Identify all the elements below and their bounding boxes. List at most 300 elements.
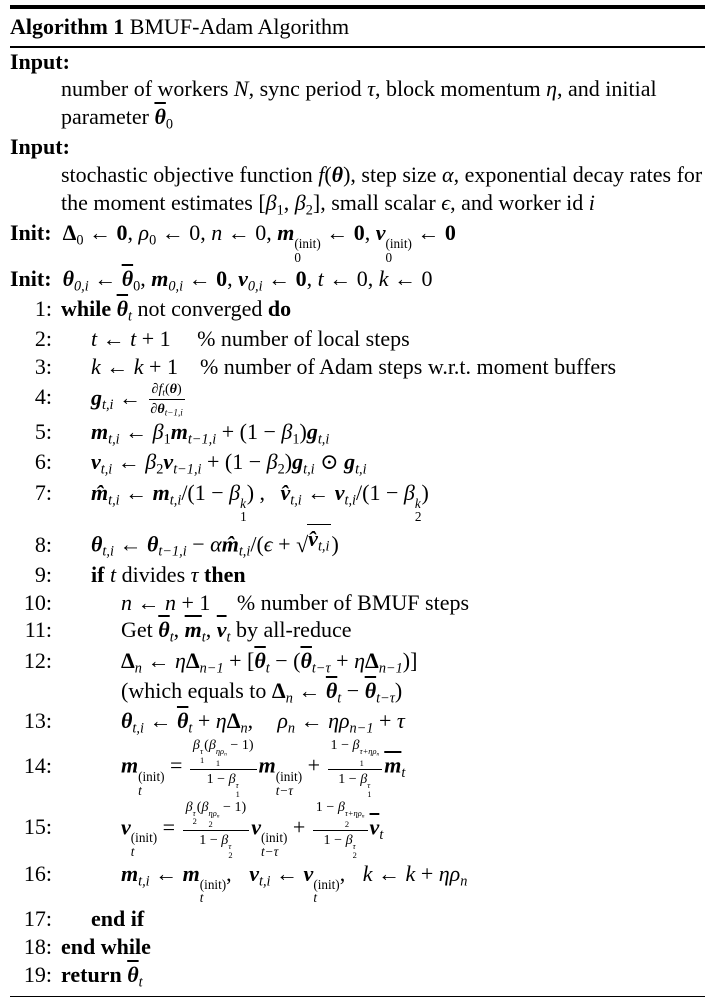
denominator — [199, 831, 232, 860]
math-var: η — [174, 647, 186, 673]
algorithm-line — [10, 933, 705, 961]
text: + — [302, 752, 326, 778]
math-var: β — [360, 770, 368, 787]
algorithm-name: BMUF-Adam Algorithm — [124, 14, 350, 39]
line-content — [61, 589, 705, 617]
math-vector: g — [91, 384, 102, 410]
subscript — [286, 690, 293, 706]
math-var: t,i — [259, 872, 271, 889]
math-vector: v — [238, 265, 248, 291]
line-number: 4: — [34, 384, 52, 410]
text: + 1 — [176, 589, 211, 615]
math-var: n — [285, 690, 293, 707]
keyword: Input: — [10, 134, 70, 160]
text: ( — [204, 737, 209, 754]
text: , — [364, 219, 376, 245]
subscript — [277, 202, 284, 218]
line-content — [61, 561, 705, 589]
math-var: t — [91, 326, 98, 352]
text: (init) — [199, 876, 227, 892]
math-var: β — [352, 737, 360, 754]
keyword: Input: — [10, 48, 70, 74]
math-var: t,i — [290, 491, 302, 508]
math-var: k — [414, 495, 421, 511]
math-var: β — [208, 737, 216, 754]
subscript — [292, 431, 299, 447]
text: ) — [284, 449, 293, 475]
algorithm-line — [10, 524, 705, 561]
text: + — [415, 860, 439, 886]
algorithm-line — [10, 381, 705, 419]
text: − — [186, 531, 211, 557]
text: 0 — [385, 249, 393, 265]
sup-part — [313, 878, 339, 892]
text: ← — [113, 384, 147, 410]
text: 2 — [156, 461, 164, 478]
math-var: t — [313, 890, 317, 906]
math-vector: v — [249, 860, 260, 886]
line-content — [61, 737, 705, 798]
text: 1 − — [323, 831, 346, 848]
sub-part — [313, 891, 317, 905]
overline — [370, 814, 380, 839]
math-var: α — [442, 161, 454, 187]
algorithm-line — [10, 448, 705, 478]
math-var: η — [546, 76, 558, 102]
math-vector: v̂ — [280, 479, 291, 505]
text: ← 0 — [388, 265, 433, 291]
overline — [384, 753, 401, 778]
math-var: τ — [190, 561, 199, 587]
math-var: τ — [192, 807, 196, 818]
subscript — [102, 544, 114, 560]
algorithm-body — [10, 48, 705, 992]
sub-part — [236, 790, 240, 799]
algorithm-line — [10, 961, 705, 991]
text: ← — [270, 860, 304, 886]
sup-part — [261, 831, 287, 845]
line-number: 7: — [34, 479, 52, 505]
math-var: t — [162, 387, 165, 398]
subscript — [350, 720, 374, 736]
math-var: t,i — [102, 543, 114, 560]
line-content — [61, 616, 705, 646]
text: , — [283, 189, 295, 215]
math-var: 0,i — [247, 277, 263, 294]
text: + — [287, 814, 311, 840]
math-var: t,i — [132, 720, 144, 737]
fraction — [190, 737, 257, 798]
math-vector: m̂ — [91, 479, 109, 505]
subscript — [108, 431, 120, 447]
overline — [158, 617, 169, 642]
keyword: 0 — [295, 265, 307, 291]
math-var: β — [221, 831, 229, 848]
math-var: t,i — [355, 461, 367, 478]
algorithm-title — [10, 9, 705, 44]
math-var: τ — [367, 76, 375, 102]
subscript — [401, 765, 405, 781]
math-var: t — [130, 843, 135, 859]
math-var: n — [216, 813, 220, 820]
line-number: 9: — [34, 561, 52, 587]
math-var: n — [165, 589, 176, 615]
math-var: β — [265, 189, 277, 215]
algorithm-line — [10, 799, 705, 860]
math-var: τ — [199, 746, 203, 757]
text: , — [173, 617, 185, 643]
math-vector: m — [152, 479, 170, 505]
subscript — [288, 720, 295, 736]
algorithm-line — [10, 616, 705, 646]
sub-part — [294, 251, 301, 265]
sup-sub — [209, 809, 220, 829]
algorithm-line — [10, 353, 705, 381]
text: ← — [83, 219, 117, 245]
math-vector: θ — [331, 161, 344, 187]
text: ← — [183, 265, 217, 291]
subscript — [165, 408, 183, 418]
numerator — [183, 799, 250, 831]
math-var: τ — [367, 779, 371, 790]
text: ) , — [246, 479, 266, 505]
algorithm-line — [10, 133, 705, 161]
text: ) — [299, 419, 307, 445]
text: ← — [143, 708, 177, 734]
text: ← — [100, 353, 134, 379]
text: /( — [250, 531, 264, 557]
math-vector: v — [91, 449, 101, 475]
line-number: 10: — [23, 589, 52, 615]
text: − 1) — [226, 737, 254, 754]
line-content — [61, 677, 705, 707]
denominator — [324, 831, 357, 860]
overline — [127, 962, 138, 987]
text: (init) — [138, 768, 165, 784]
text: ← — [119, 479, 153, 505]
math-var: t — [169, 629, 174, 646]
line-content — [10, 48, 705, 76]
math-var: t,i — [169, 491, 182, 508]
math-vector: $\overline{\theta}$ — [364, 677, 377, 703]
overline — [326, 678, 337, 703]
sub-part — [345, 820, 349, 829]
text: Get — [121, 617, 159, 643]
line-number: 2: — [34, 326, 52, 352]
fraction — [183, 799, 250, 860]
sub-part — [353, 851, 357, 860]
text: 1 — [276, 201, 284, 218]
line-content — [61, 75, 705, 133]
math-var: β — [337, 798, 345, 815]
math-vector: m — [121, 752, 139, 778]
math-var: ∂ — [150, 400, 158, 417]
text: ), step size — [343, 161, 443, 187]
math-vector: g — [344, 449, 356, 475]
subscript — [173, 462, 201, 478]
math-vector: g — [306, 419, 318, 445]
text: divides — [116, 561, 191, 587]
line-content — [61, 524, 705, 561]
algorithm-line — [10, 707, 705, 737]
text: 0 — [133, 277, 141, 294]
sup-sub — [131, 831, 157, 859]
text: − 1) — [219, 798, 247, 815]
math-var: t — [337, 690, 342, 707]
text: (init) — [385, 235, 412, 251]
fraction — [149, 381, 185, 419]
text: 1 — [359, 757, 364, 768]
text: /(1 − — [356, 479, 404, 505]
math-var: t,i — [238, 543, 251, 560]
square-root — [296, 524, 331, 555]
text: 1 − — [206, 770, 229, 787]
sup-sub — [138, 770, 164, 798]
math-vector: θ — [62, 265, 74, 291]
text: 2 — [228, 849, 233, 860]
algorithm-line — [10, 479, 705, 525]
text: ← — [97, 326, 131, 352]
subscript — [379, 660, 403, 676]
keyword: Δ — [121, 647, 135, 673]
algorithm-line — [10, 860, 705, 906]
line-content — [61, 933, 705, 961]
math-var: η — [354, 647, 366, 673]
math-vector: v̂ — [308, 526, 318, 552]
math-vector: $\overline{v}$ — [216, 617, 227, 643]
math-vector: m — [151, 265, 169, 291]
math-vector: θ — [91, 531, 103, 557]
sup-sub — [345, 809, 365, 829]
text: = — [157, 814, 181, 840]
keyword: 0 — [116, 219, 128, 245]
text: , — [205, 617, 217, 643]
math-var: ηρ — [215, 746, 225, 757]
algorithm-line — [10, 325, 705, 353]
overline — [365, 678, 376, 703]
sup-part — [415, 497, 421, 511]
text: 1 — [240, 509, 247, 525]
text: , and initial parameter — [61, 76, 657, 129]
math-vector: $\overline{\theta}$ — [300, 647, 312, 673]
keyword: do — [267, 295, 292, 321]
sup-sub — [294, 237, 320, 265]
text: ← — [132, 589, 165, 615]
sup-sub — [236, 781, 240, 799]
subscript — [108, 492, 120, 508]
text: , — [227, 265, 239, 291]
math-var: ρ — [277, 708, 288, 734]
text: 2 — [208, 818, 213, 829]
keyword: Init: — [10, 219, 52, 245]
math-var: β — [192, 737, 200, 754]
algorithm-line — [10, 219, 705, 265]
text: number of workers — [61, 76, 234, 102]
text: , — [306, 265, 318, 291]
math-var: k — [240, 495, 246, 511]
math-var: τ — [235, 779, 239, 790]
numerator — [313, 799, 368, 831]
subscript — [312, 660, 331, 676]
text: − ( — [269, 647, 301, 673]
text: 0 — [294, 249, 301, 265]
math-vector: v — [163, 449, 174, 475]
math-var: t — [379, 826, 384, 843]
math-var: n−1 — [199, 659, 224, 676]
sub-part — [200, 756, 204, 765]
math-var: ηρ — [438, 860, 461, 886]
sup-sub — [367, 781, 371, 799]
math-vector: m — [170, 419, 188, 445]
keyword: return — [61, 961, 128, 987]
text: 2 — [192, 816, 197, 827]
subscript — [362, 813, 365, 819]
text: (init) — [261, 830, 288, 846]
text: (init) — [313, 876, 340, 892]
algorithm-line — [10, 161, 705, 219]
denominator — [207, 770, 240, 799]
denominator — [338, 770, 371, 799]
keyword: then — [198, 561, 246, 587]
text: (which equals to — [121, 677, 272, 703]
math-vector: v — [334, 479, 345, 505]
text: + (1 − — [201, 449, 267, 475]
numerator — [190, 737, 257, 769]
text: ⊙ — [314, 449, 345, 475]
text: , — [247, 708, 254, 734]
math-vector: v — [251, 814, 261, 840]
subscript — [379, 826, 383, 842]
overline — [185, 617, 202, 642]
denominator — [150, 400, 182, 418]
math-var: t−τ — [261, 843, 279, 859]
math-var: t — [130, 326, 137, 352]
line-number: 19: — [23, 961, 52, 987]
overline — [177, 708, 188, 733]
text: ← — [262, 265, 296, 291]
text: + 1 — [136, 326, 171, 352]
math-var: t — [138, 974, 143, 990]
math-vector: $\overline{\theta}$ — [325, 677, 338, 703]
sub-part — [200, 891, 204, 905]
math-vector: $\overline{\theta}$ — [116, 295, 129, 321]
text: ← 0, — [156, 219, 212, 245]
math-var: n — [121, 589, 132, 615]
algorithm-line — [10, 561, 705, 589]
algorithm-line — [10, 589, 705, 617]
subscript — [345, 492, 357, 508]
text: , block momentum — [375, 76, 547, 102]
text: 1 — [199, 755, 205, 766]
line-number: 11: — [24, 617, 52, 643]
math-var: t — [199, 890, 204, 906]
text: ) — [394, 677, 403, 703]
algorithm-line — [10, 265, 705, 295]
math-var: t — [401, 765, 406, 782]
subscript — [376, 690, 395, 706]
math-var: t−1,i — [173, 461, 202, 478]
math-var: ϵ — [441, 189, 451, 215]
text: , — [140, 265, 152, 291]
sup-sub — [216, 747, 227, 767]
numerator — [328, 737, 383, 769]
text: = — [164, 752, 188, 778]
line-number: 1: — [34, 295, 52, 321]
sub-part — [138, 784, 142, 798]
math-var: k — [133, 353, 144, 379]
line-content — [61, 161, 705, 219]
subscript — [132, 720, 144, 736]
text: ) — [421, 479, 429, 505]
math-var: ∂f — [151, 380, 163, 397]
overline — [122, 266, 133, 291]
sub-part — [228, 851, 232, 860]
keyword: 0 — [216, 265, 228, 291]
text: ← 0, — [323, 265, 379, 291]
overline — [254, 648, 265, 673]
sup-part — [386, 237, 412, 251]
subscript — [170, 492, 182, 508]
math-vector: θ — [157, 400, 165, 417]
text: + 1 — [143, 353, 178, 379]
text: , — [127, 219, 139, 245]
keyword: Δ — [365, 647, 379, 673]
algorithm-label: Algorithm 1 — [10, 14, 125, 39]
keyword: 0 — [353, 219, 365, 245]
text: , exponential decay rates for the moment estimates [ — [61, 161, 703, 215]
math-var: t,i — [317, 538, 330, 555]
math-vector: $\overline{\theta}$ — [121, 265, 134, 291]
algorithm-line — [10, 295, 705, 325]
line-content — [10, 265, 705, 295]
keyword: Init: — [10, 265, 52, 291]
keyword: end while — [61, 934, 151, 959]
math-vector: m̂ — [221, 531, 239, 557]
line-number: 13: — [23, 708, 52, 734]
math-var: n−1 — [349, 720, 374, 737]
line-number: 8: — [34, 531, 52, 557]
math-var: t,i — [108, 431, 120, 448]
math-vector: g — [292, 449, 304, 475]
text: 1 — [235, 788, 240, 799]
sup-sub — [276, 770, 302, 798]
line-content — [61, 418, 705, 448]
algorithm-line — [10, 647, 705, 677]
text: 1 − — [199, 831, 222, 848]
overline — [117, 296, 128, 321]
math-var: t — [265, 659, 270, 676]
math-var: t,i — [344, 491, 357, 508]
algorithm-line — [10, 737, 705, 798]
math-var: n — [376, 752, 380, 759]
text: 1 — [292, 431, 300, 448]
text: ← — [141, 647, 175, 673]
keyword: Δ — [226, 708, 241, 734]
math-vector: $\overline{\theta}$ — [176, 708, 189, 734]
line-number: 14: — [23, 752, 52, 778]
text: ], small scalar — [312, 189, 442, 215]
line-content — [10, 133, 705, 161]
subscript — [138, 873, 150, 889]
math-var: β — [281, 419, 293, 445]
text: ← — [292, 677, 326, 703]
sup-sub — [240, 497, 247, 525]
line-number: 5: — [34, 419, 52, 445]
subscript — [259, 873, 271, 889]
math-var: k — [378, 265, 389, 291]
math-var: 0,i — [168, 277, 184, 294]
radicand — [307, 524, 331, 555]
